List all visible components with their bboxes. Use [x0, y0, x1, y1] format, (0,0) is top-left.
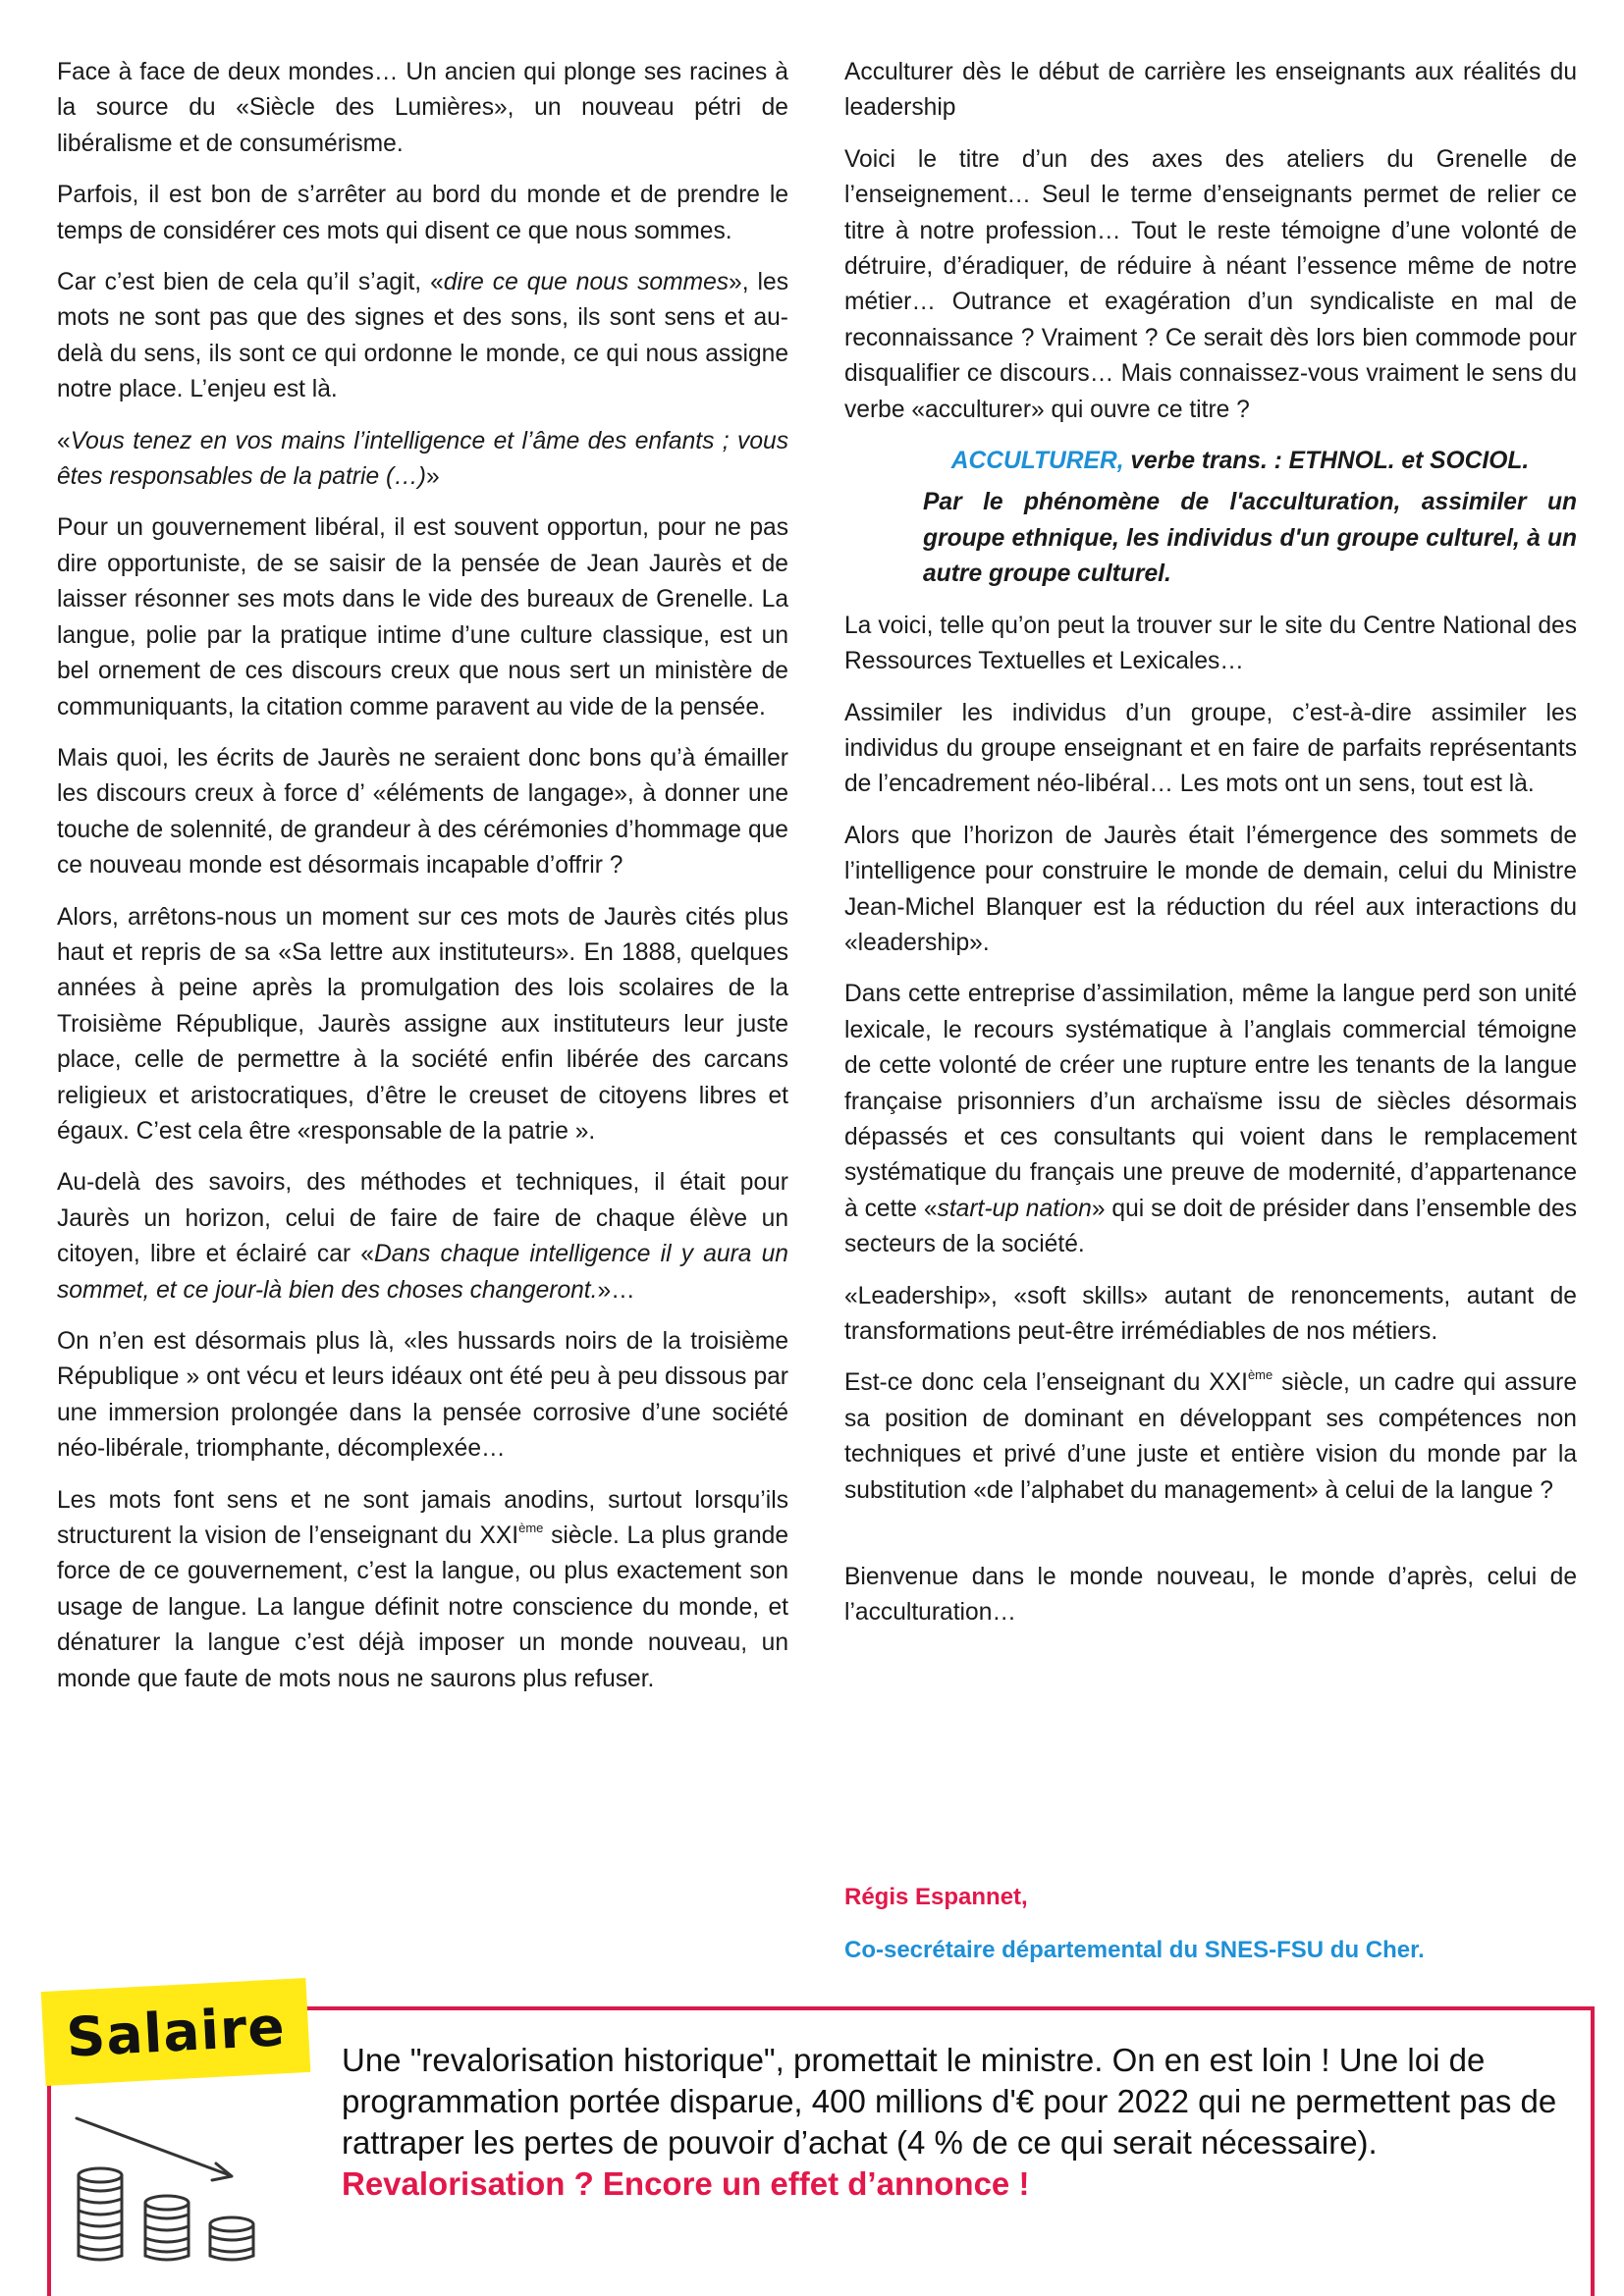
paragraph: Assimiler les individus d’un groupe, c’est-à-dire assimiler les individus du groupe enseignant et en faire de parfaits représentants de l’encadrement néo-libéral… Les mots ont un sens, tout est là.	[844, 699, 1577, 798]
author-role: Co-secrétaire départemental du SNES-FSU du Cher.	[844, 1937, 1425, 1963]
paragraph: Parfois, il est bon de s’arrêter au bord du monde et de prendre le temps de considérer ces mots qui disent ce que nous sommes.	[57, 182, 788, 244]
definition-word: ACCULTURER,	[950, 448, 1124, 475]
paragraph: Dans cette entreprise d’assimilation, même la langue perd son unité lexicale, le recours systématique à l’anglais commercial témoigne de cette volonté de créer une rupture entre les tenants de la langue française prisonniers d’un archaïsme issu de siècles désormais dépassés et ces consultants qui voient dans le remplacement systématique du français une preuve de modernité, d’appartenance à cette «start-up nation» qui se doit de présider dans l’ensemble des secteurs de la société.	[844, 981, 1578, 1258]
article-right-column	[844, 55, 1577, 1647]
paragraph: Bienvenue dans le monde nouveau, le monde d’après, celui de l’acculturation…	[844, 1564, 1577, 1627]
definition-heading: ACCULTURER, verbe trans. : ETHNOL. et SOCIOL.	[950, 448, 1530, 475]
paragraph: Face à face de deux mondes… Un ancien qui plonge ses racines à la source du «Siècle des Lumières», un nouveau pétri de libéralisme et de consumérisme.	[57, 59, 788, 157]
salary-emphasis: Revalorisation ? Encore un effet d’annonce !	[342, 2165, 1030, 2202]
paragraph: Pour un gouvernement libéral, il est souvent opportun, pour ne pas dire opportuniste, de se saisir de la pensée de Jean Jaurès et de laisser résonner ses mots dans le vide des bureaux de Grenelle. La langue, polie par la pratique intime d’une culture classique, est un bel ornement de ces discours creux que nous sert un ministère de communiquants, la citation comme paravent au vide de la pensée.	[57, 514, 788, 721]
paragraph: Les mots font sens et ne sont jamais anodins, surtout lorsqu’ils structurent la vision de l’enseignant du XXIème siècle. La plus grande force de ce gouvernement, c’est la langue, ou plus exactement son usage de langue. La langue définit notre conscience du monde, et dénaturer la langue c’est déjà imposer un monde nouveau, un monde que faute de mots nous ne saurons plus refuser.	[57, 1486, 788, 1692]
salary-tag-label: Salaire	[64, 1995, 288, 2069]
paragraph: Acculturer dès le début de carrière les enseignants aux réalités du leadership	[844, 59, 1577, 122]
paragraph: «Leadership», «soft skills» autant de renoncements, autant de transformations peut-être irrémédiables de nos métiers.	[844, 1282, 1577, 1345]
definition-text: Par le phénomène de l'acculturation, assimiler un groupe ethnique, les individus d'un groupe culturel, à un autre groupe culturel.	[923, 489, 1577, 588]
jaures-quote: «Vous tenez en vos mains l’intelligence et l’âme des enfants ; vous êtes responsables de la patrie (…)»	[57, 427, 788, 491]
paragraph: Au-delà des savoirs, des méthodes et techniques, il était pour Jaurès un horizon, celui de faire de faire de chaque élève un citoyen, libre et éclairé car «Dans chaque intelligence il y aura un sommet, et ce jour-là bien des choses changeront.»…	[57, 1169, 788, 1304]
paragraph: Alors que l’horizon de Jaurès était l’émergence des sommets de l’intelligence pour construire le monde de demain, celui du Ministre Jean-Michel Blanquer est la réduction du réel aux interactions du «leadership».	[844, 822, 1577, 956]
coins-down-arrow-icon	[69, 2105, 275, 2271]
paragraph: Car c’est bien de cela qu’il s’agit, «dire ce que nous sommes», les mots ne sont pas que des signes et des sons, ils sont sens et au-delà du sens, ils sont ce qui ordonne le monde, ce qui nous assigne notre place. L’enjeu est là.	[57, 269, 788, 403]
paragraph: Est-ce donc cela l’enseignant du XXIème siècle, un cadre qui assure sa position de dominant en développant ses compétences non techniques et privé d’une juste et entière vision du monde par la substitution «de l’alphabet du management» à celui de la langue ?	[844, 1367, 1578, 1504]
paragraph: Mais quoi, les écrits de Jaurès ne seraient donc bons qu’à émailler les discours creux à force d’ «éléments de langage», à donner une touche de solennité, de grandeur à des cérémonies d’hommage que ce nouveau monde est désormais incapable d’offrir ?	[57, 744, 788, 880]
author-name: Régis Espannet,	[844, 1884, 1028, 1910]
article-left-column	[57, 55, 788, 1713]
paragraph: Voici le titre d’un des axes des ateliers du Grenelle de l’enseignement… Seul le terme d’enseignants permet de relier ce titre à notre profession… Tout le reste témoigne d’une volonté de détruire, d’éradiquer, de réduire à néant l’essence même de notre métier… Outrance et exagération d’un syndicaliste en mal de reconnaissance ? Vraiment ? Ce serait dès lors bien commode pour disqualifier ce discours… Mais connaissez-vous vraiment le sens du verbe «acculturer» qui ouvre ce titre ?	[844, 145, 1577, 423]
paragraph: La voici, telle qu’on peut la trouver sur le site du Centre National des Ressources Textuelles et Lexicales…	[844, 612, 1577, 675]
salary-text: Une "revalorisation historique", promettait le ministre. On en est loin ! Une loi de programmation portée disparue, 400 millions d'€ pour 2022 qui ne permettent pas de rattraper les pertes de pouvoir d’achat (4 % de ce qui serait nécessaire). Revalorisation ? Encore un effet d’annonce !	[342, 2042, 1557, 2202]
paragraph: On n’en est désormais plus là, «les hussards noirs de la troisième République » ont vécu et leurs idéaux ont été peu à peu dissous par une immersion prolongée dans la pensée corrosive d’une société néo-libérale, triomphante, décomplexée…	[57, 1328, 788, 1463]
paragraph: Alors, arrêtons-nous un moment sur ces mots de Jaurès cités plus haut et repris de sa «Sa lettre aux instituteurs». En 1888, quelques années à peine après la promulgation des lois scolaires de la Troisième République, Jaurès assigne aux instituteurs leur juste place, celle de permettre à la société enfin libérée des carcans religieux et aristocratiques, d’être le creuset de citoyens libres et égaux. C’est cela être «responsable de la patrie ».	[57, 903, 788, 1145]
salary-tag	[41, 1978, 311, 2086]
